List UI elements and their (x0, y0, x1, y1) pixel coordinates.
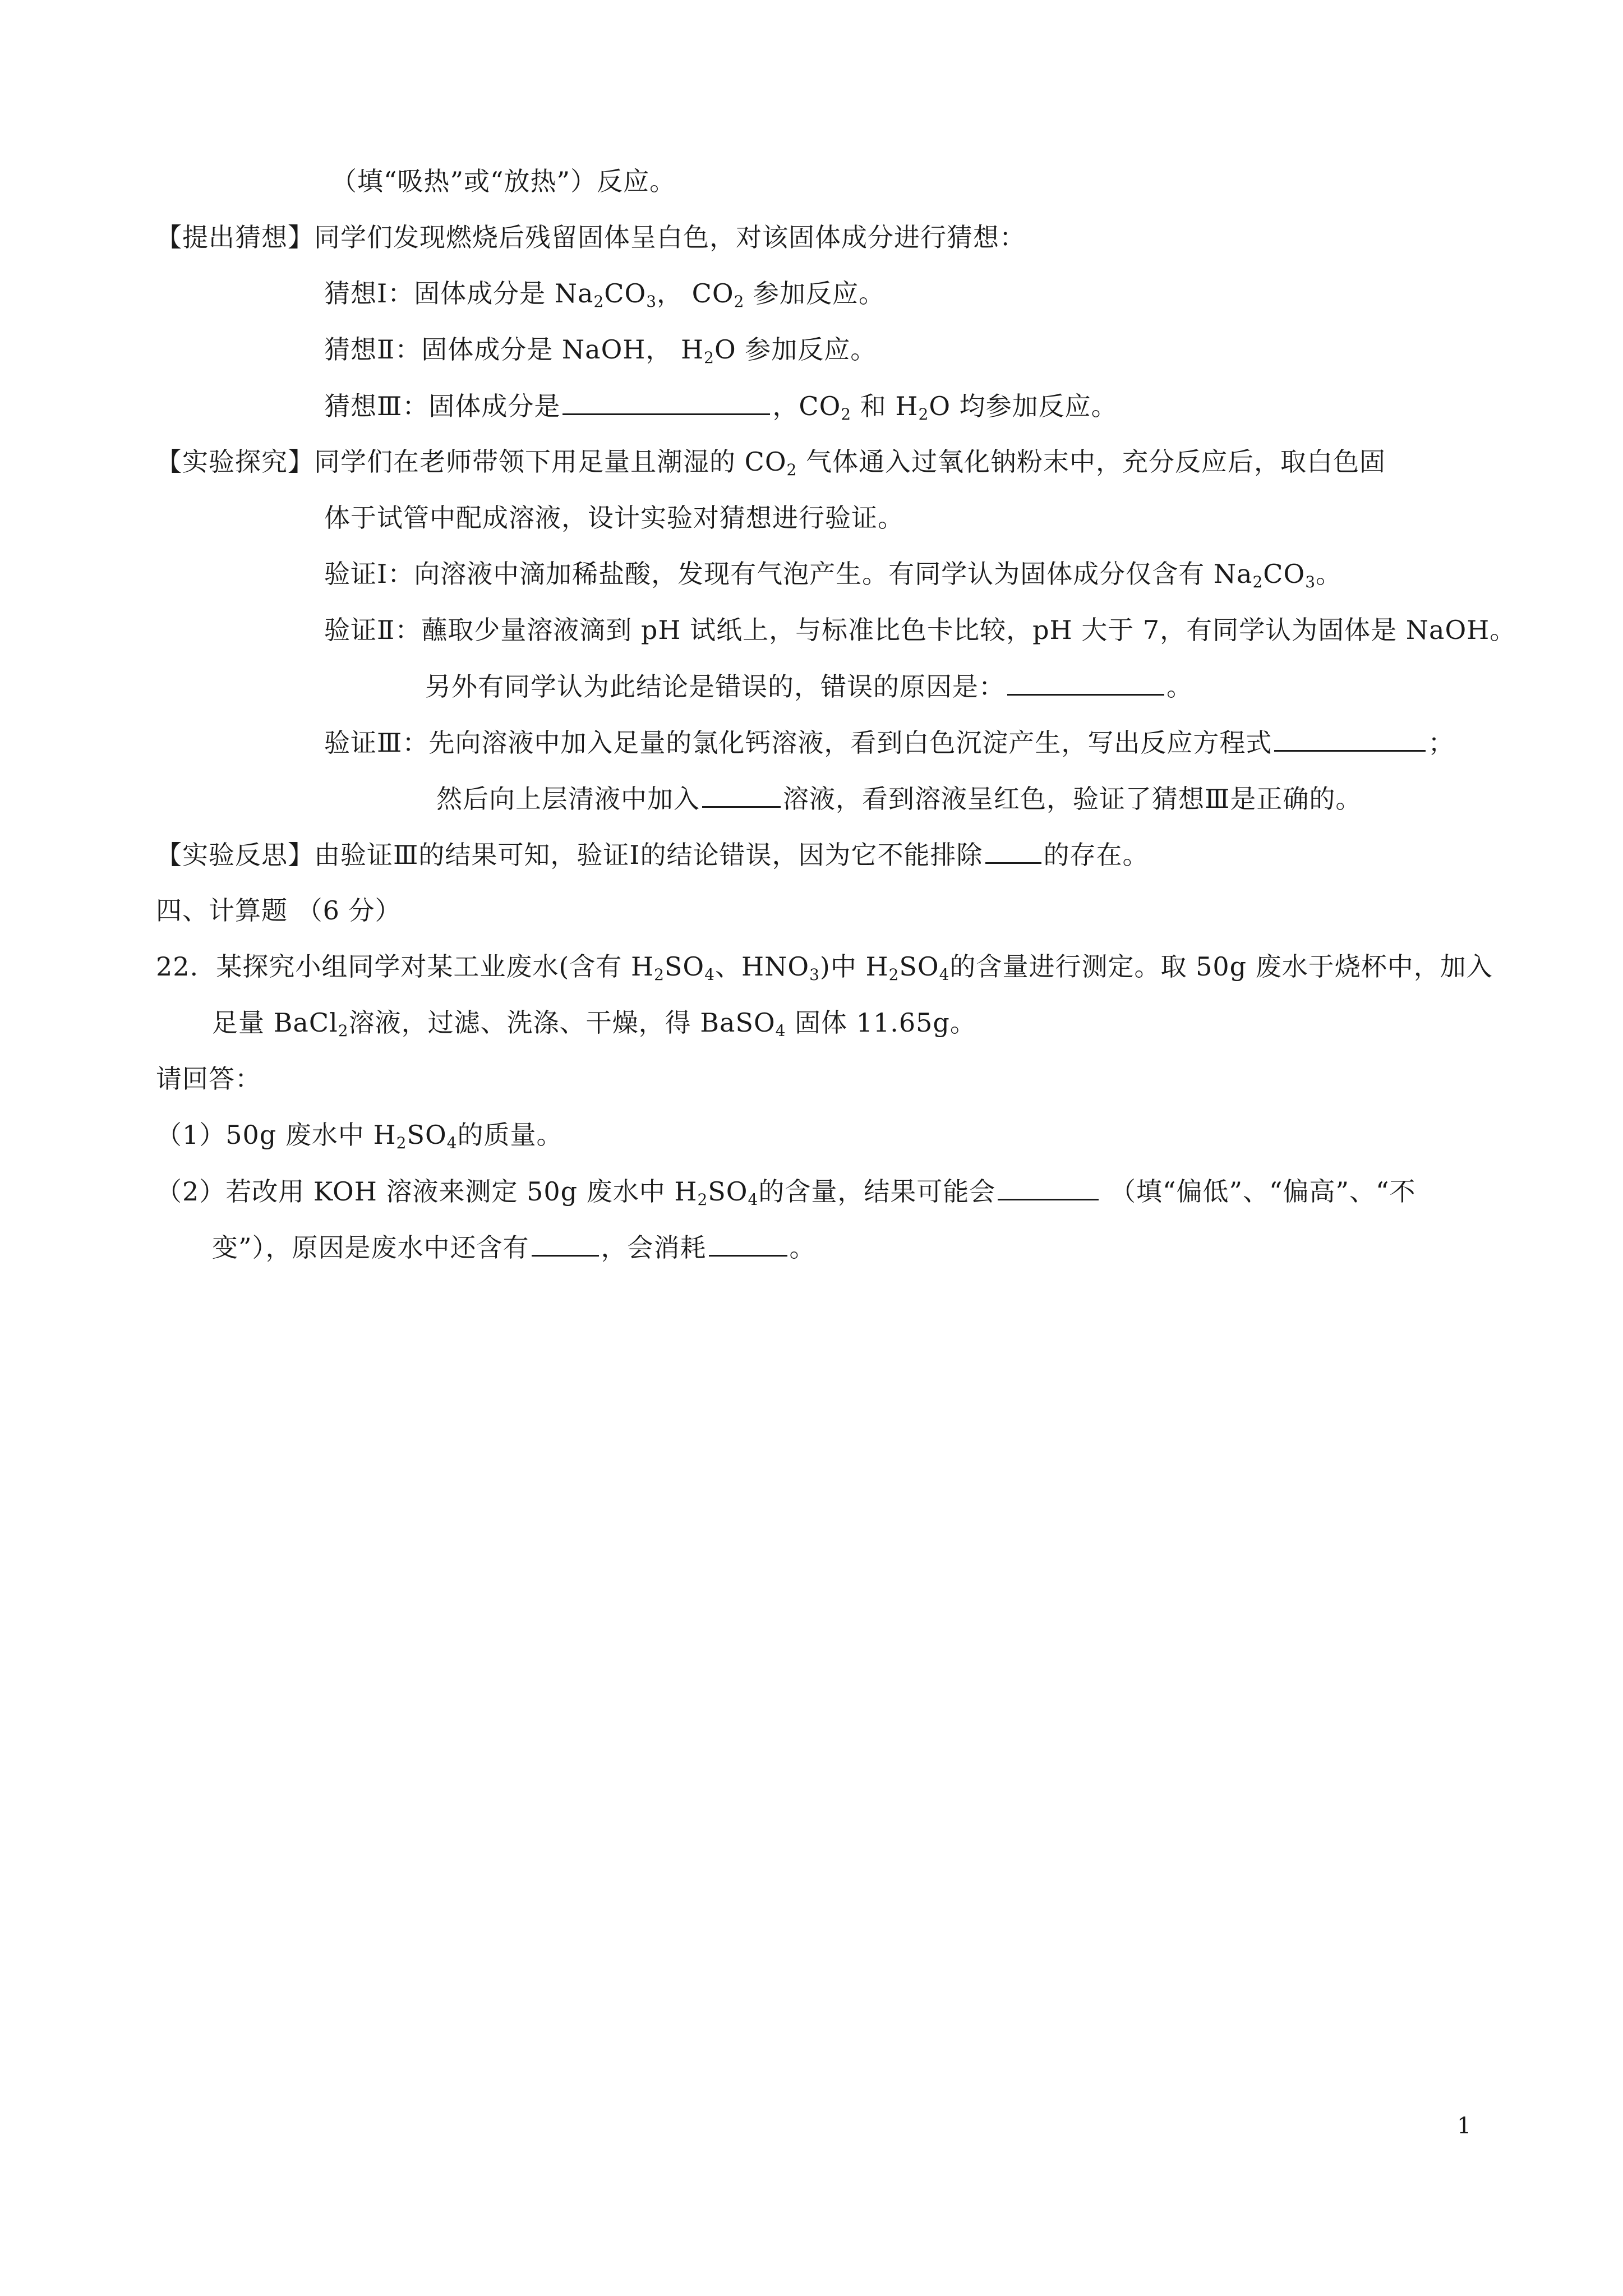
page-number: 1 (1457, 2113, 1472, 2139)
answer-blank[interactable] (1274, 725, 1426, 752)
verification-1: 验证Ⅰ：向溶液中滴加稀盐酸，发现有气泡产生。有同学认为固体成分仅含有 $Na_2CO_3$。 (324, 559, 1343, 591)
hypothesis-1: 猜想Ⅰ：固体成分是 $Na_2CO_3$， $CO_2$ 参加反应。 (324, 278, 886, 311)
question-22: 22. 某探究小组同学对某工业废水(含有 $H_2SO_4$、$HNO_3$)中 $H_2SO_4$的含量进行测定。取 50g 废水于烧杯中，加入 (156, 951, 1493, 984)
section-title: 四、计算题 （6 分） (156, 895, 402, 926)
experiment-heading: 【实验探究】同学们在老师带领下用足量且潮湿的 $CO_2$ 气体通入过氧化钠粉末中，充分反应后，取白色固 (156, 447, 1386, 479)
answer-blank[interactable] (1007, 669, 1164, 696)
text-line: （填“吸热”或“放热”）反应。 (331, 166, 676, 196)
answer-blank[interactable] (702, 781, 781, 808)
verification-2-cont: 另外有同学认为此结论是错误的，错误的原因是： 。 (425, 669, 1193, 703)
sub-question-1: （1）50g 废水中 $H_2SO_4$的质量。 (156, 1120, 563, 1152)
text-line: 请回答： (156, 1064, 261, 1094)
answer-blank[interactable] (532, 1230, 599, 1257)
reflection-heading: 【实验反思】由验证Ⅲ的结果可知，验证Ⅰ的结论错误，因为它不能排除 的存在。 (156, 838, 1149, 872)
sub-question-2: （2）若改用 KOH 溶液来测定 50g 废水中 $H_2SO_4$的含量，结果可能会 （填“偏低”、“偏高”、“不 (156, 1174, 1416, 1208)
verification-2: 验证Ⅱ：蘸取少量溶液滴到 pH 试纸上，与标准比色卡比较，pH 大于 7，有同学认为固体是 NaOH。 (324, 615, 1516, 645)
verification-3: 验证Ⅲ：先向溶液中加入足量的氯化钙溶液，看到白色沉淀产生，写出反应方程式 ； (324, 725, 1454, 760)
answer-blank[interactable] (709, 1230, 787, 1257)
verification-3-cont: 然后向上层清液中加入 溶液，看到溶液呈红色，验证了猜想Ⅲ是正确的。 (436, 781, 1362, 816)
answer-blank[interactable] (998, 1174, 1099, 1200)
text-line: 体于试管中配成溶液，设计实验对猜想进行验证。 (324, 503, 904, 533)
hypothesis-2: 猜想Ⅱ：固体成分是 NaOH， $H_2O$ 参加反应。 (324, 334, 877, 367)
hypothesis-heading: 【提出猜想】同学们发现燃烧后残留固体呈白色，对该固体成分进行猜想： (156, 222, 1026, 252)
question-22-cont: 足量 BaCl$_2$溶液，过滤、洗涤、干燥，得 BaSO$_4$ 固体 11.65g。 (212, 1007, 976, 1040)
sub-question-2-cont: 变”），原因是废水中还含有 ，会消耗 。 (212, 1230, 816, 1264)
answer-blank[interactable] (562, 389, 770, 415)
answer-blank[interactable] (985, 838, 1041, 864)
hypothesis-3: 猜想Ⅲ：固体成分是 ，$CO_2$ 和 $H_2O$ 均参加反应。 (324, 389, 1118, 423)
